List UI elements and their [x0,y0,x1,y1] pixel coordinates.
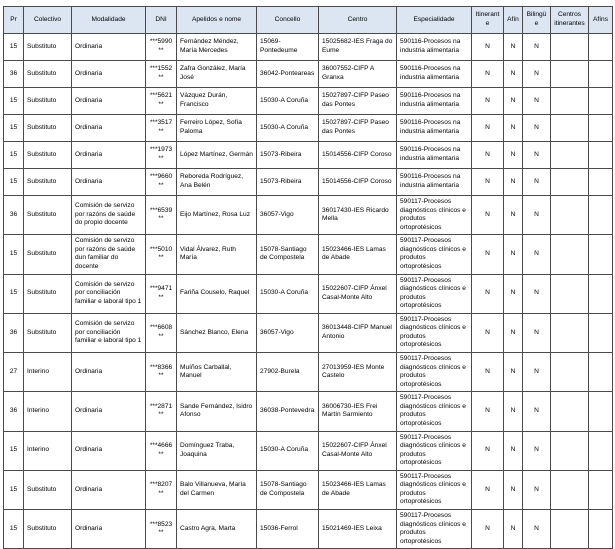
cell-concello: 15030-A Coruña [257,115,319,142]
cell-afin: N [504,169,523,196]
cell-itinerante: N [472,274,504,313]
cell-colectivo: Substituto [24,196,72,235]
cell-concello: 36042-Ponteareas [257,61,319,88]
table-row [4,313,613,352]
cell-especialidade: 590116-Procesos na industria alimentaria [397,115,472,142]
cell-nome: Sande Fernández, Isidro Afonso [177,392,257,431]
cell-afins [589,88,613,115]
cell-pr: 36 [4,196,24,235]
cell-pr: 15 [4,115,24,142]
cell-afins [589,169,613,196]
cell-especialidade: 590117-Procesos diagnósticos clínicos e produtos ortoprotésicos [397,353,472,392]
table-row [4,61,613,88]
cell-dni: ***8207** [146,470,177,509]
cell-nome: Sánchez Blanco, Elena [177,313,257,352]
cell-afin: N [504,392,523,431]
cell-especialidade: 590117-Procesos diagnósticos clínicos e produtos ortoprotésicos [397,431,472,470]
table-row [4,235,613,274]
cell-concello: 36057-Vigo [257,196,319,235]
cell-dni: ***9471** [146,274,177,313]
cell-nome: Zafra González, María José [177,61,257,88]
cell-pr: 27 [4,353,24,392]
cell-especialidade: 590117-Procesos diagnósticos clínicos e produtos ortoprotésicos [397,235,472,274]
cell-centros_itinerantes [551,392,589,431]
cell-centro: 15014556-CIFP Coroso [319,169,397,196]
table-row [4,470,613,509]
cell-bilingue: N [523,142,551,169]
column-header-pr: Pr [4,7,24,34]
cell-modalidade: Ordinaria [72,510,146,549]
cell-colectivo: Substituto [24,61,72,88]
table-row [4,353,613,392]
cell-centro: 15023466-IES Lamas de Abade [319,235,397,274]
cell-bilingue: N [523,88,551,115]
cell-modalidade: Ordinaria [72,431,146,470]
cell-pr: 15 [4,470,24,509]
cell-concello: 15073-Ribeira [257,142,319,169]
cell-bilingue: N [523,169,551,196]
cell-concello: 15036-Ferrol [257,510,319,549]
cell-concello: 15030-A Coruña [257,274,319,313]
cell-centros_itinerantes [551,431,589,470]
report-table [3,6,613,549]
cell-afin: N [504,353,523,392]
cell-afin: N [504,470,523,509]
cell-bilingue: N [523,115,551,142]
cell-afin: N [504,115,523,142]
cell-pr: 15 [4,34,24,61]
cell-dni: ***5621** [146,88,177,115]
cell-colectivo: Substituto [24,274,72,313]
cell-modalidade: Comisión de servizo por conciliación familiar e laboral tipo 1 [72,313,146,352]
assignments-report [3,6,612,549]
cell-bilingue: N [523,34,551,61]
cell-pr: 15 [4,431,24,470]
cell-pr: 15 [4,274,24,313]
cell-modalidade: Ordinaria [72,61,146,88]
cell-dni: ***2871** [146,392,177,431]
cell-centro: 36013448-CIFP Manuel Antonio [319,313,397,352]
cell-especialidade: 590117-Procesos diagnósticos clínicos e produtos ortoprotésicos [397,510,472,549]
cell-nome: Fernández Méndez, María Mercedes [177,34,257,61]
cell-itinerante: N [472,431,504,470]
column-header-bilingue: Bilingüe [523,7,551,34]
cell-nome: Castro Agra, Marta [177,510,257,549]
cell-pr: 15 [4,88,24,115]
cell-modalidade: Ordinaria [72,392,146,431]
cell-centros_itinerantes [551,142,589,169]
cell-centros_itinerantes [551,88,589,115]
cell-especialidade: 590117-Procesos diagnósticos clínicos e produtos ortoprotésicos [397,313,472,352]
cell-centro: 15027897-CIFP Paseo das Pontes [319,88,397,115]
cell-centros_itinerantes [551,34,589,61]
cell-nome: Domínguez Traba, Joaquina [177,431,257,470]
cell-bilingue: N [523,431,551,470]
table-row [4,196,613,235]
cell-pr: 15 [4,235,24,274]
cell-centro: 36017430-IES Ricardo Mella [319,196,397,235]
cell-centros_itinerantes [551,274,589,313]
cell-afins [589,510,613,549]
cell-especialidade: 590117-Procesos diagnósticos clínicos e produtos ortoprotésicos [397,392,472,431]
table-row [4,510,613,549]
cell-colectivo: Substituto [24,115,72,142]
cell-centros_itinerantes [551,235,589,274]
column-header-itinerante: Itinerante [472,7,504,34]
cell-itinerante: N [472,510,504,549]
cell-colectivo: Interino [24,431,72,470]
cell-pr: 36 [4,61,24,88]
cell-modalidade: Ordinaria [72,88,146,115]
cell-centros_itinerantes [551,196,589,235]
cell-centro: 36006730-IES Frei Martín Sarmiento [319,392,397,431]
cell-centros_itinerantes [551,169,589,196]
cell-dni: ***6608** [146,313,177,352]
cell-itinerante: N [472,115,504,142]
cell-bilingue: N [523,392,551,431]
cell-modalidade: Comisión de servizo por razóns de saúde do propio docente [72,196,146,235]
cell-colectivo: Substituto [24,169,72,196]
cell-itinerante: N [472,169,504,196]
cell-colectivo: Substituto [24,470,72,509]
cell-itinerante: N [472,392,504,431]
cell-centro: 15027897-CIFP Paseo das Pontes [319,115,397,142]
cell-concello: 15069-Pontedeume [257,34,319,61]
cell-bilingue: N [523,353,551,392]
cell-bilingue: N [523,61,551,88]
cell-itinerante: N [472,34,504,61]
table-row [4,88,613,115]
cell-afins [589,34,613,61]
cell-modalidade: Ordinaria [72,115,146,142]
cell-afin: N [504,88,523,115]
cell-colectivo: Substituto [24,34,72,61]
cell-itinerante: N [472,235,504,274]
cell-dni: ***8366** [146,353,177,392]
column-header-centros_itinerantes: Centros itinerantes [551,7,589,34]
cell-nome: Vidal Álvarez, Ruth María [177,235,257,274]
cell-afins [589,470,613,509]
column-header-colectivo: Colectivo [24,7,72,34]
cell-afin: N [504,510,523,549]
cell-colectivo: Substituto [24,510,72,549]
column-header-afin: Afín [504,7,523,34]
cell-modalidade: Ordinaria [72,470,146,509]
cell-especialidade: 590116-Procesos na industria alimentaria [397,34,472,61]
column-header-afins: Afíns [589,7,613,34]
cell-centro: 36007552-CIFP A Granxa [319,61,397,88]
cell-especialidade: 590117-Procesos diagnósticos clínicos e produtos ortoprotésicos [397,274,472,313]
cell-dni: ***6539** [146,196,177,235]
cell-dni: ***3517** [146,115,177,142]
cell-dni: ***9660** [146,169,177,196]
cell-dni: ***5010** [146,235,177,274]
cell-nome: Balo Villanueva, María del Carmen [177,470,257,509]
cell-centros_itinerantes [551,61,589,88]
table-row [4,34,613,61]
cell-dni: ***1973** [146,142,177,169]
cell-dni: ***5990** [146,34,177,61]
cell-itinerante: N [472,88,504,115]
cell-centro: 27013959-IES Monte Castelo [319,353,397,392]
table-row [4,115,613,142]
column-header-especialidade: Especialidade [397,7,472,34]
cell-especialidade: 590116-Procesos na industria alimentaria [397,142,472,169]
cell-itinerante: N [472,470,504,509]
cell-bilingue: N [523,470,551,509]
cell-nome: Ferreiro López, Sofía Paloma [177,115,257,142]
column-header-centro: Centro [319,7,397,34]
cell-centro: 15021469-IES Leixa [319,510,397,549]
column-header-modalidade: Modalidade [72,7,146,34]
cell-concello: 15073-Ribeira [257,169,319,196]
cell-bilingue: N [523,510,551,549]
cell-afins [589,313,613,352]
cell-itinerante: N [472,353,504,392]
cell-concello: 36057-Vigo [257,313,319,352]
cell-afins [589,61,613,88]
cell-modalidade: Ordinaria [72,142,146,169]
cell-concello: 15030-A Coruña [257,431,319,470]
cell-afin: N [504,235,523,274]
cell-itinerante: N [472,313,504,352]
cell-centro: 15022607-CIFP Ánxel Casal-Monte Alto [319,431,397,470]
cell-bilingue: N [523,196,551,235]
cell-centro: 15022607-CIFP Ánxel Casal-Monte Alto [319,274,397,313]
cell-modalidade: Ordinaria [72,169,146,196]
cell-afin: N [504,196,523,235]
table-header [4,7,613,34]
cell-nome: Muíños Carballal, Manuel [177,353,257,392]
cell-nome: López Martínez, Germán [177,142,257,169]
cell-afins [589,235,613,274]
cell-concello: 15078-Santiago de Compostela [257,235,319,274]
column-header-nome: Apelidos e nome [177,7,257,34]
cell-dni: ***8523** [146,510,177,549]
cell-afins [589,392,613,431]
cell-centros_itinerantes [551,510,589,549]
cell-colectivo: Substituto [24,142,72,169]
cell-centros_itinerantes [551,115,589,142]
cell-colectivo: Substituto [24,313,72,352]
cell-centros_itinerantes [551,470,589,509]
cell-centros_itinerantes [551,313,589,352]
cell-colectivo: Substituto [24,88,72,115]
cell-concello: 27902-Burela [257,353,319,392]
cell-centro: 15025682-IES Fraga do Eume [319,34,397,61]
table-row [4,169,613,196]
cell-afin: N [504,61,523,88]
cell-modalidade: Ordinaria [72,353,146,392]
cell-nome: Eijo Martínez, Rosa Luz [177,196,257,235]
cell-nome: Vázquez Durán, Francisco [177,88,257,115]
cell-afin: N [504,34,523,61]
cell-afins [589,196,613,235]
cell-pr: 15 [4,510,24,549]
cell-afins [589,431,613,470]
cell-colectivo: Interino [24,392,72,431]
cell-itinerante: N [472,142,504,169]
cell-afins [589,115,613,142]
cell-afins [589,142,613,169]
cell-pr: 15 [4,169,24,196]
cell-especialidade: 590117-Procesos diagnósticos clínicos e produtos ortoprotésicos [397,196,472,235]
cell-concello: 15078-Santiago de Compostela [257,470,319,509]
cell-afin: N [504,142,523,169]
cell-dni: ***1552** [146,61,177,88]
cell-centro: 15023466-IES Lamas de Abade [319,470,397,509]
cell-pr: 36 [4,313,24,352]
table-row [4,431,613,470]
cell-modalidade: Comisión de servizo por razóns de saúde dun familiar do docente [72,235,146,274]
cell-nome: Fariña Couselo, Raquel [177,274,257,313]
header-row [4,7,613,34]
cell-pr: 36 [4,392,24,431]
cell-modalidade: Comisión de servizo por conciliación familiar e laboral tipo 1 [72,274,146,313]
cell-itinerante: N [472,61,504,88]
cell-centro: 15014556-CIFP Coroso [319,142,397,169]
cell-especialidade: 590116-Procesos na industria alimentaria [397,88,472,115]
cell-especialidade: 590116-Procesos na industria alimentaria [397,169,472,196]
cell-dni: ***4666** [146,431,177,470]
cell-concello: 36038-Pontevedra [257,392,319,431]
cell-modalidade: Ordinaria [72,34,146,61]
table-row [4,274,613,313]
cell-afin: N [504,313,523,352]
cell-pr: 15 [4,142,24,169]
column-header-concello: Concello [257,7,319,34]
cell-especialidade: 590117-Procesos diagnósticos clínicos e produtos ortoprotésicos [397,470,472,509]
cell-colectivo: Interino [24,353,72,392]
table-row [4,142,613,169]
cell-nome: Reboreda Rodríguez, Ana Belén [177,169,257,196]
table-row [4,392,613,431]
cell-afins [589,353,613,392]
cell-colectivo: Substituto [24,235,72,274]
cell-itinerante: N [472,196,504,235]
table-body [4,34,613,549]
cell-concello: 15030-A Coruña [257,88,319,115]
cell-bilingue: N [523,235,551,274]
cell-bilingue: N [523,313,551,352]
cell-centros_itinerantes [551,353,589,392]
cell-especialidade: 590116-Procesos na industria alimentaria [397,61,472,88]
cell-afin: N [504,431,523,470]
cell-bilingue: N [523,274,551,313]
column-header-dni: DNI [146,7,177,34]
cell-afins [589,274,613,313]
cell-afin: N [504,274,523,313]
